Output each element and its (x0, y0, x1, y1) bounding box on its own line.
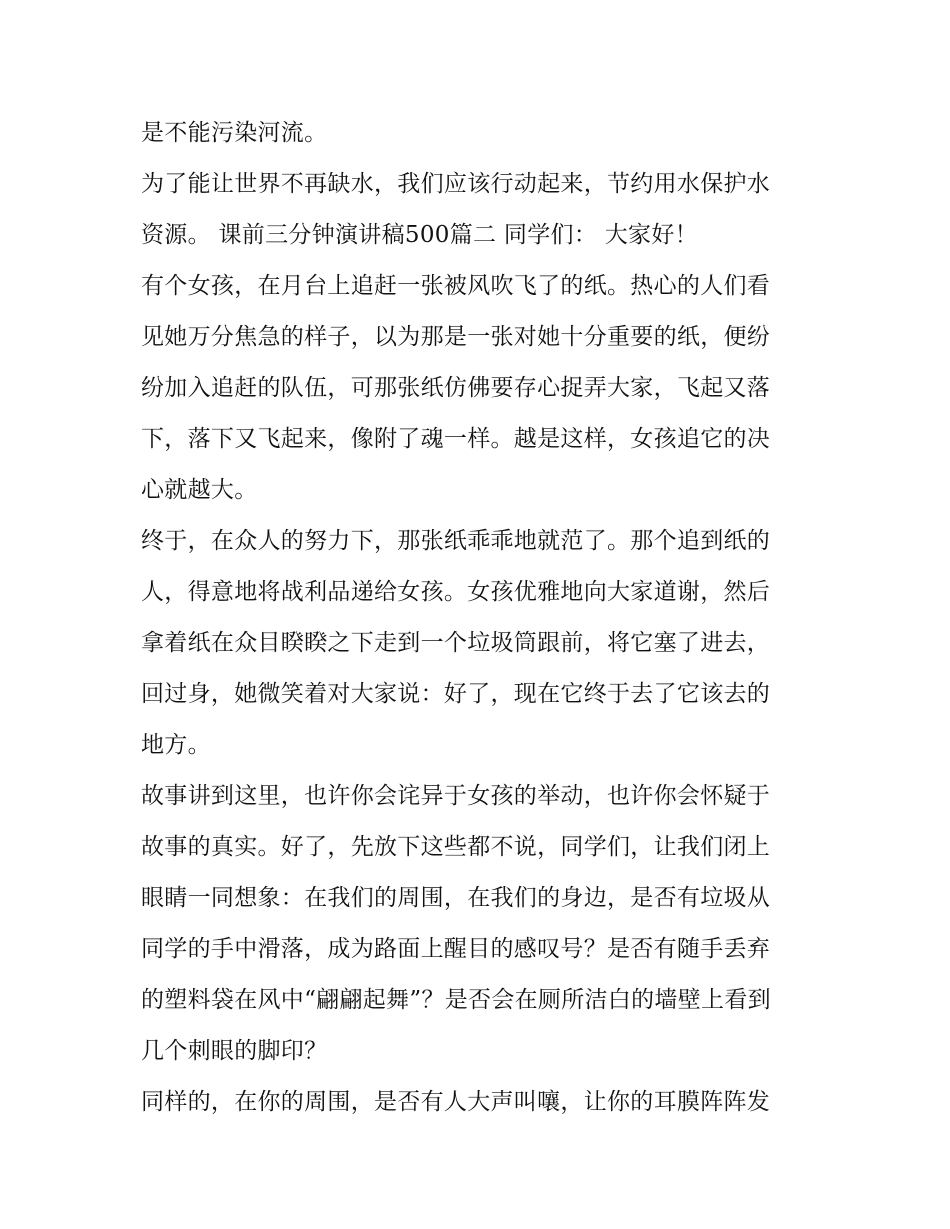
text-line: 见她万分焦急的样子，以为那是一张对她十分重要的纸，便纷 (141, 324, 771, 350)
text-line: 同样的，在你的周围，是否有人大声叫嚷，让你的耳膜阵阵发 (141, 1089, 771, 1115)
text-line: 心就越大。 (141, 477, 258, 503)
text-line: 终于，在众人的努力下，那张纸乖乖地就范了。那个追到纸的 (141, 528, 771, 554)
text-line: 拿着纸在众目睽睽之下走到一个垃圾筒跟前，将它塞了进去， (141, 630, 771, 656)
text-line: 眼睛一同想象：在我们的周围，在我们的身边，是否有垃圾从 (141, 885, 771, 911)
text-line: 故事讲到这里，也许你会诧异于女孩的举动，也许你会怀疑于 (141, 783, 771, 809)
text-line: 是不能污染河流。 (141, 120, 328, 146)
text-line: 资源。 课前三分钟演讲稿500篇二 同学们： 大家好！ (141, 222, 698, 248)
text-line: 故事的真实。好了，先放下这些都不说，同学们，让我们闭上 (141, 834, 771, 860)
text-line: 纷加入追赶的队伍，可那张纸仿佛要存心捉弄大家，飞起又落 (141, 375, 771, 401)
document-body (141, 108, 821, 1128)
text-line: 有个女孩，在月台上追赶一张被风吹飞了的纸。热心的人们看 (141, 273, 771, 299)
text-line: 的塑料袋在风中“翩翩起舞”？是否会在厕所洁白的墙壁上看到 (141, 987, 771, 1013)
text-line: 几个刺眼的脚印？ (141, 1038, 328, 1064)
text-line: 同学的手中滑落，成为路面上醒目的感叹号？是否有随手丢弃 (141, 936, 771, 962)
text-line: 人，得意地将战利品递给女孩。女孩优雅地向大家道谢，然后 (141, 579, 771, 605)
text-line: 回过身，她微笑着对大家说：好了，现在它终于去了它该去的 (141, 681, 771, 707)
text-line: 为了能让世界不再缺水，我们应该行动起来，节约用水保护水 (141, 171, 771, 197)
text-line: 下，落下又飞起来，像附了魂一样。越是这样，女孩追它的决 (141, 426, 771, 452)
text-line: 地方。 (141, 732, 211, 758)
